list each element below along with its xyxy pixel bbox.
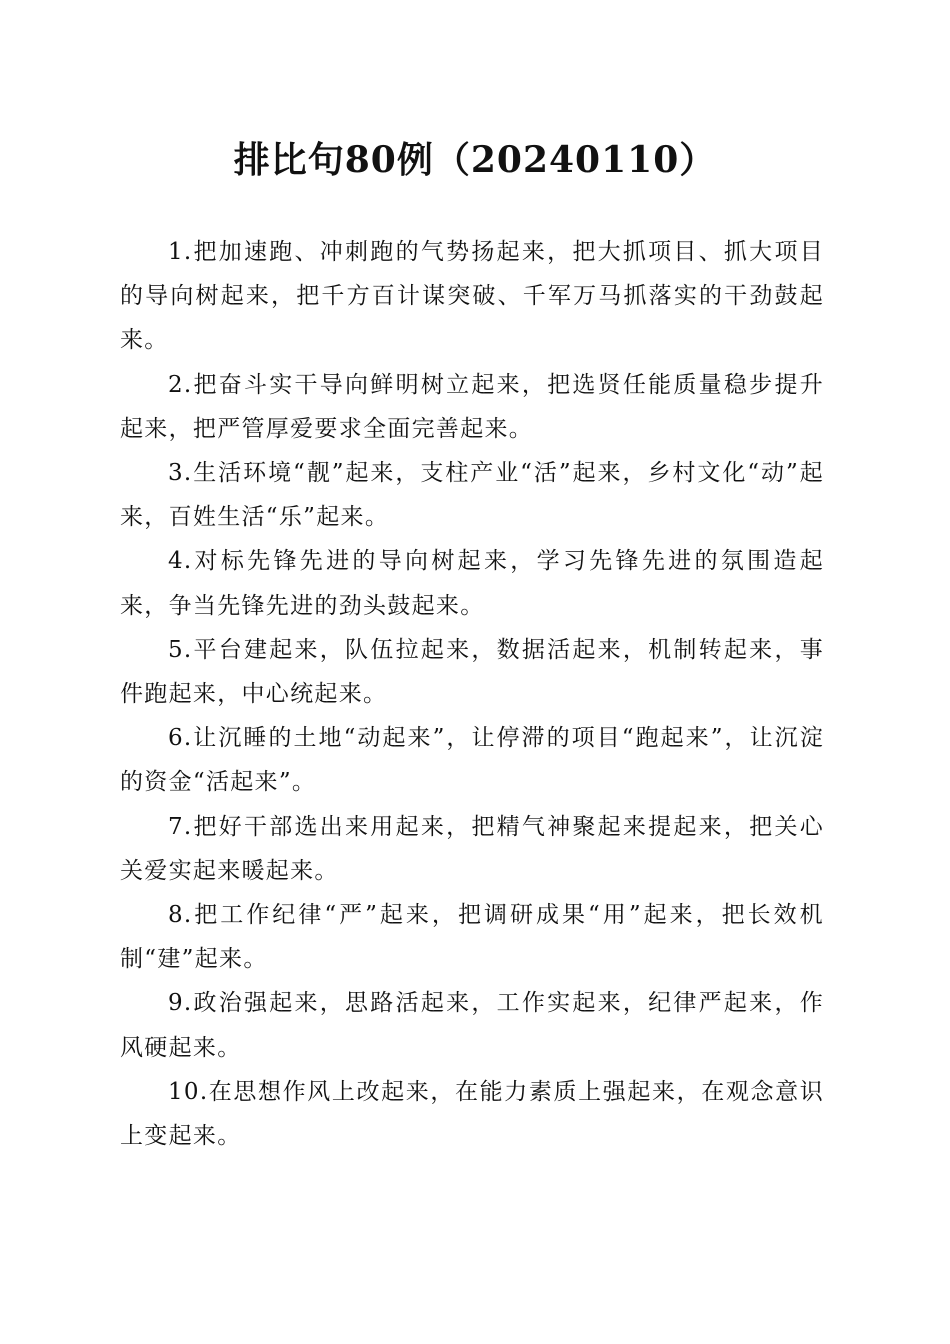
paragraph-5: 5.平台建起来，队伍拉起来，数据活起来，机制转起来，事件跑起来，中心统起来。	[120, 636, 824, 708]
paragraph-1: 1.把加速跑、冲刺跑的气势扬起来，把大抓项目、抓大项目的导向树起来，把千方百计谋突破、千军万马抓落实的干劲鼓起来。	[120, 239, 824, 354]
paragraph-7: 7.把好干部选出来用起来，把精气神聚起来提起来，把关心关爱实起来暖起来。	[120, 813, 824, 884]
paragraph-10: 10.在思想作风上改起来，在能力素质上强起来，在观念意识上变起来。	[120, 1078, 824, 1150]
document-title: 排比句80例（20240110）	[233, 139, 717, 181]
paragraph-2: 2.把奋斗实干导向鲜明树立起来，把选贤任能质量稳步提升起来，把严管厚爱要求全面完善起来。	[120, 371, 824, 442]
paragraph-6: 6.让沉睡的土地“动起来”，让停滞的项目“跑起来”，让沉淀的资金“活起来”。	[120, 725, 824, 796]
paragraph-3: 3.生活环境“靓”起来，支柱产业“活”起来，乡村文化“动”起来，百姓生活“乐”起来。	[120, 460, 824, 531]
paragraph-9: 9.政治强起来，思路活起来，工作实起来，纪律严起来，作风硬起来。	[120, 990, 824, 1061]
document-body	[120, 230, 824, 1158]
paragraph-8: 8.把工作纪律“严”起来，把调研成果“用”起来，把长效机制“建”起来。	[120, 902, 824, 973]
paragraph-4: 4.对标先锋先进的导向树起来，学习先锋先进的氛围造起来，争当先锋先进的劲头鼓起来。	[120, 548, 824, 619]
